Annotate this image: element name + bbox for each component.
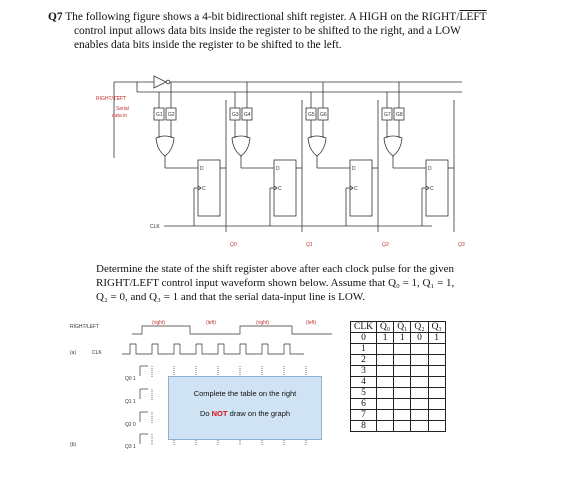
q-cell <box>377 421 394 432</box>
table-row <box>351 421 446 432</box>
table-row <box>351 388 446 399</box>
q-cell <box>428 377 445 388</box>
table-row <box>351 366 446 377</box>
table-row <box>351 399 446 410</box>
circuit-right-label: RIGHT/ <box>96 96 113 102</box>
table-header-0: CLK <box>351 322 377 333</box>
or-gate <box>156 136 174 156</box>
wave-q0-label: Q0 <box>125 376 132 382</box>
svg-text:C: C <box>202 186 206 192</box>
q-cell <box>428 410 445 421</box>
q-cell <box>428 344 445 355</box>
wave-q3-label: Q3 <box>125 444 132 450</box>
clock-waveform <box>122 344 304 354</box>
q-cell: 1 <box>377 333 394 344</box>
q-cell <box>428 421 445 432</box>
stage-2 <box>306 82 378 232</box>
svg-text:D: D <box>428 166 432 172</box>
wave-q0-init: 1 <box>133 376 136 382</box>
q-cell <box>394 344 411 355</box>
control-label: RIGHT/LEFT <box>70 324 100 330</box>
q-cell <box>377 399 394 410</box>
gate-label: G5 <box>308 112 315 118</box>
q-cell <box>411 355 428 366</box>
svg-text:C: C <box>354 186 358 192</box>
svg-text:D: D <box>276 166 280 172</box>
q1-label: Q1 <box>306 242 313 248</box>
clk-cell: 1 <box>351 344 377 355</box>
table-row <box>351 355 446 366</box>
q-cell <box>377 366 394 377</box>
left-label: LEFT <box>459 11 487 23</box>
serial-in-label-1: Serial <box>116 106 129 112</box>
segment-3: (right) <box>256 320 270 326</box>
or-gate <box>232 136 250 156</box>
answer-table <box>350 321 446 432</box>
gate-label: G6 <box>320 112 327 118</box>
wave-q3-init: 1 <box>133 444 136 450</box>
note-not: NOT <box>211 409 228 418</box>
wave-q2-label: Q2 <box>125 422 132 428</box>
question-line-1 <box>48 10 518 24</box>
right-label: RIGHT/ <box>421 11 460 23</box>
segment-4: (left) <box>306 320 316 326</box>
part-a-label: (a) <box>70 350 77 356</box>
q-cell <box>428 388 445 399</box>
or-gate <box>384 136 402 156</box>
table-row <box>351 344 446 355</box>
control-waveform <box>132 326 332 334</box>
gate-label: G7 <box>384 112 391 118</box>
q-cell <box>394 377 411 388</box>
table-header-2: Q₁ <box>394 322 411 333</box>
shift-register-circuit <box>92 70 482 250</box>
q2-label: Q2 <box>382 242 389 248</box>
or-gate <box>308 136 326 156</box>
q-cell <box>394 388 411 399</box>
table-header-4: Q₃ <box>428 322 445 333</box>
q-cell <box>428 355 445 366</box>
q-cell: 1 <box>394 333 411 344</box>
q-cell <box>411 344 428 355</box>
q-cell <box>394 410 411 421</box>
gate-label: G1 <box>156 112 163 118</box>
q-cell <box>428 399 445 410</box>
svg-text:C: C <box>278 186 282 192</box>
stage-1 <box>230 82 302 232</box>
instruction-line-2: RIGHT/LEFT control input waveform shown below. Assume that Q₀ = 1, Q₁ = 1, <box>96 277 455 289</box>
gate-label: G8 <box>396 112 403 118</box>
instruction-text <box>96 262 508 304</box>
q-cell <box>377 377 394 388</box>
gate-label: G4 <box>244 112 251 118</box>
q-cell <box>411 421 428 432</box>
gate-label: G3 <box>232 112 239 118</box>
question-text <box>48 10 518 52</box>
table-row <box>351 410 446 421</box>
inverter-icon <box>154 76 170 88</box>
wave-q1-init: 1 <box>133 399 136 405</box>
note-line-2: Do NOT draw on the graph <box>199 409 291 418</box>
serial-in-label-2: data in <box>112 113 128 119</box>
table-header-row <box>351 322 446 333</box>
clk-cell: 7 <box>351 410 377 421</box>
question-line-3: enables data bits inside the register to be shifted to the left. <box>74 39 342 51</box>
gate-label: G2 <box>168 112 175 118</box>
q-cell <box>411 410 428 421</box>
svg-text:D: D <box>200 166 204 172</box>
q-cell <box>411 377 428 388</box>
table-row <box>351 333 446 344</box>
question-line-1-text: The following figure shows a 4-bit bidirectional shift register. A HIGH on the <box>65 11 419 23</box>
q-cell: 0 <box>411 333 428 344</box>
q-cell <box>411 388 428 399</box>
q3-label: Q3 <box>458 242 465 248</box>
instruction-line-1: Determine the state of the shift register above after each clock pulse for the given <box>96 263 454 275</box>
clk-cell: 0 <box>351 333 377 344</box>
clk-cell: 8 <box>351 421 377 432</box>
clk-cell: 4 <box>351 377 377 388</box>
svg-text:D: D <box>352 166 356 172</box>
q-cell <box>394 421 411 432</box>
segment-1: (right) <box>152 320 166 326</box>
q-cell <box>377 344 394 355</box>
svg-text:C: C <box>430 186 434 192</box>
q-cell <box>394 399 411 410</box>
clk-cell: 5 <box>351 388 377 399</box>
q-cell <box>411 399 428 410</box>
q-cell <box>377 355 394 366</box>
q-cell <box>411 366 428 377</box>
instruction-line-3: Q₂ = 0, and Q₃ = 1 and that the serial data-input line is LOW. <box>96 291 365 303</box>
circuit-left-label: LEFT <box>114 96 127 102</box>
instruction-note <box>168 376 322 440</box>
table-header-1: Q₀ <box>377 322 394 333</box>
circuit-clk-label: CLK <box>150 224 160 230</box>
stage-3 <box>382 82 454 232</box>
segment-2: (left) <box>206 320 216 326</box>
question-number: Q7 <box>48 11 63 23</box>
wave-clk-label: CLK <box>92 350 102 356</box>
wave-q2-init: 0 <box>133 422 136 428</box>
q-cell <box>394 366 411 377</box>
q0-label: Q0 <box>230 242 237 248</box>
stage-0 <box>154 82 226 232</box>
question-line-2: control input allows data bits inside the register to be shifted to the right, and a LOW <box>74 25 461 37</box>
part-b-label: (b) <box>70 442 77 448</box>
q-cell <box>394 355 411 366</box>
note-line-1: Complete the table on the right <box>193 389 297 398</box>
wave-q1-label: Q1 <box>125 399 132 405</box>
clk-cell: 6 <box>351 399 377 410</box>
q-cell <box>428 366 445 377</box>
q-cell <box>377 410 394 421</box>
clk-cell: 2 <box>351 355 377 366</box>
q-cell <box>377 388 394 399</box>
clk-cell: 3 <box>351 366 377 377</box>
table-header-3: Q₂ <box>411 322 428 333</box>
table-row <box>351 377 446 388</box>
q-cell: 1 <box>428 333 445 344</box>
